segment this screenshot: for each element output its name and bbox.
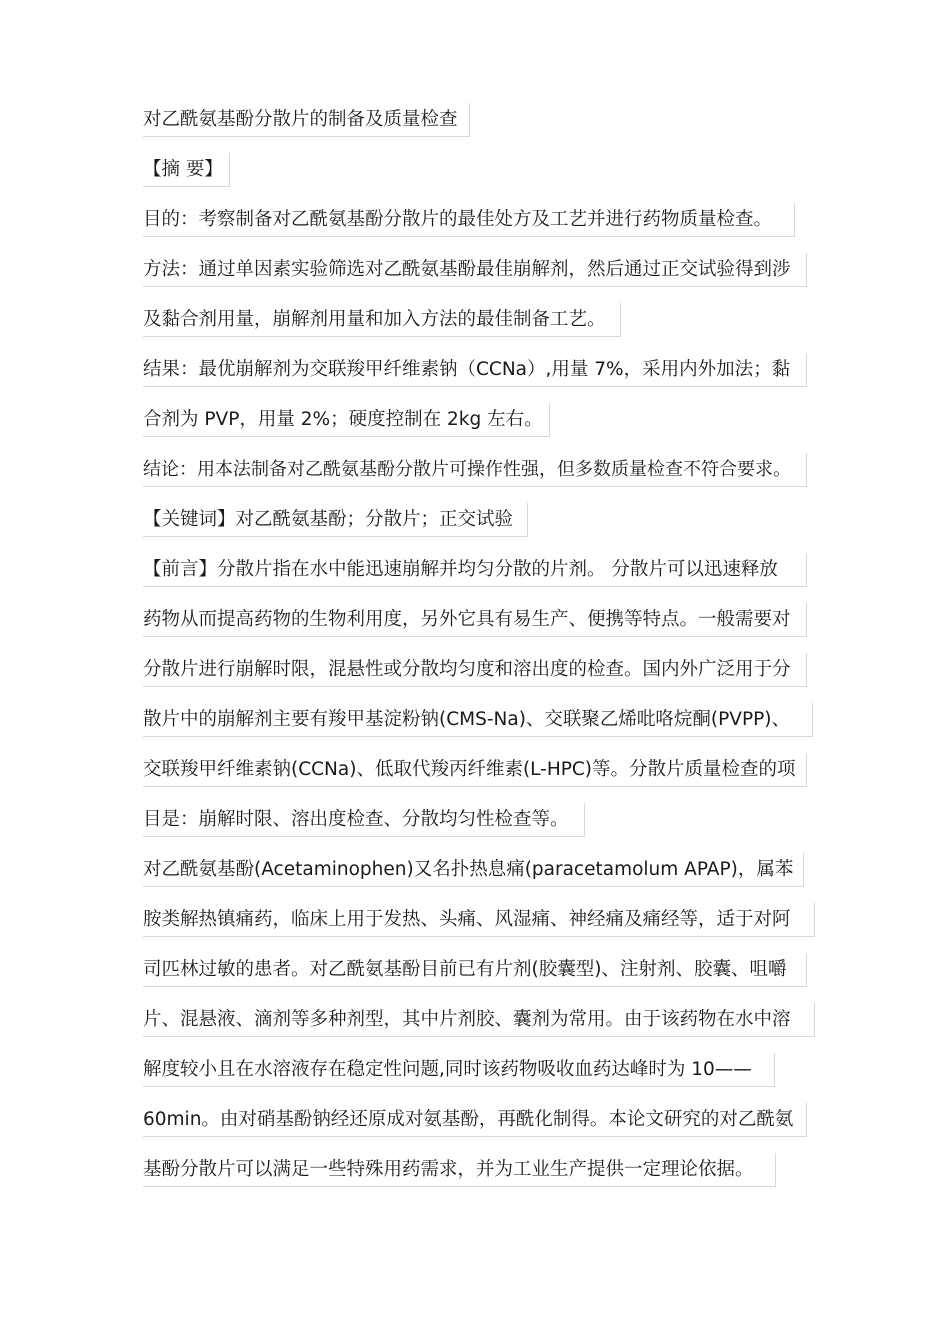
- keywords-line: 【关键词】对乙酰氨基酚；分散片；正交试验: [143, 503, 528, 537]
- preface-line-5: 交联羧甲纤维素钠(CCNa)、低取代羧丙纤维素(L-HPC)等。分散片质量检查的项: [143, 753, 807, 787]
- preface-line-1: 【前言】分散片指在水中能迅速崩解并均匀分散的片剂。 分散片可以迅速释放: [143, 553, 807, 587]
- preface-line-4: 散片中的崩解剂主要有羧甲基淀粉钠(CMS-Na)、交联聚乙烯吡咯烷酮(PVPP)、: [143, 703, 813, 737]
- body-line-6: 60min。由对硝基酚钠经还原成对氨基酚，再酰化制得。本论文研究的对乙酰氨: [143, 1103, 807, 1137]
- body-line-2: 胺类解热镇痛药，临床上用于发热、头痛、风湿痛、神经痛及痛经等，适于对阿: [143, 903, 815, 937]
- document-title: 对乙酰氨基酚分散片的制备及质量检查: [143, 103, 470, 137]
- result-line-2: 合剂为 PVP，用量 2%；硬度控制在 2kg 左右。: [143, 403, 550, 437]
- body-line-4: 片、混悬液、滴剂等多种剂型，其中片剂胶、囊剂为常用。由于该药物在水中溶: [143, 1003, 815, 1037]
- body-line-1: 对乙酰氨基酚(Acetaminophen)又名扑热息痛(paracetamolum APAP)，属苯: [143, 853, 804, 887]
- preface-line-6: 目是：崩解时限、溶出度检查、分散均匀性检查等。: [143, 803, 585, 837]
- preface-line-3: 分散片进行崩解时限，混悬性或分散均匀度和溶出度的检查。国内外广泛用于分: [143, 653, 807, 687]
- preface-line-2: 药物从而提高药物的生物利用度，另外它具有易生产、便携等特点。一般需要对: [143, 603, 807, 637]
- method-line-2: 及黏合剂用量，崩解剂用量和加入方法的最佳制备工艺。: [143, 303, 621, 337]
- body-line-5: 解度较小且在水溶液存在稳定性问题,同时该药物吸收血药达峰时为 10——: [143, 1053, 775, 1087]
- conclusion-line: 结论：用本法制备对乙酰氨基酚分散片可操作性强，但多数质量检查不符合要求。: [143, 453, 807, 487]
- body-line-7: 基酚分散片可以满足一些特殊用药需求，并为工业生产提供一定理论依据。: [143, 1153, 776, 1187]
- method-line-1: 方法：通过单因素实验筛选对乙酰氨基酚最佳崩解剂，然后通过正交试验得到涉: [143, 253, 807, 287]
- result-line-1: 结果：最优崩解剂为交联羧甲纤维素钠（CCNa）,用量 7%，采用内外加法；黏: [143, 353, 807, 387]
- objective-line: 目的：考察制备对乙酰氨基酚分散片的最佳处方及工艺并进行药物质量检查。: [143, 203, 795, 237]
- abstract-heading: 【摘 要】: [143, 153, 230, 187]
- body-line-3: 司匹林过敏的患者。对乙酰氨基酚目前已有片剂(胶囊型)、注射剂、胶囊、咀嚼: [143, 953, 807, 987]
